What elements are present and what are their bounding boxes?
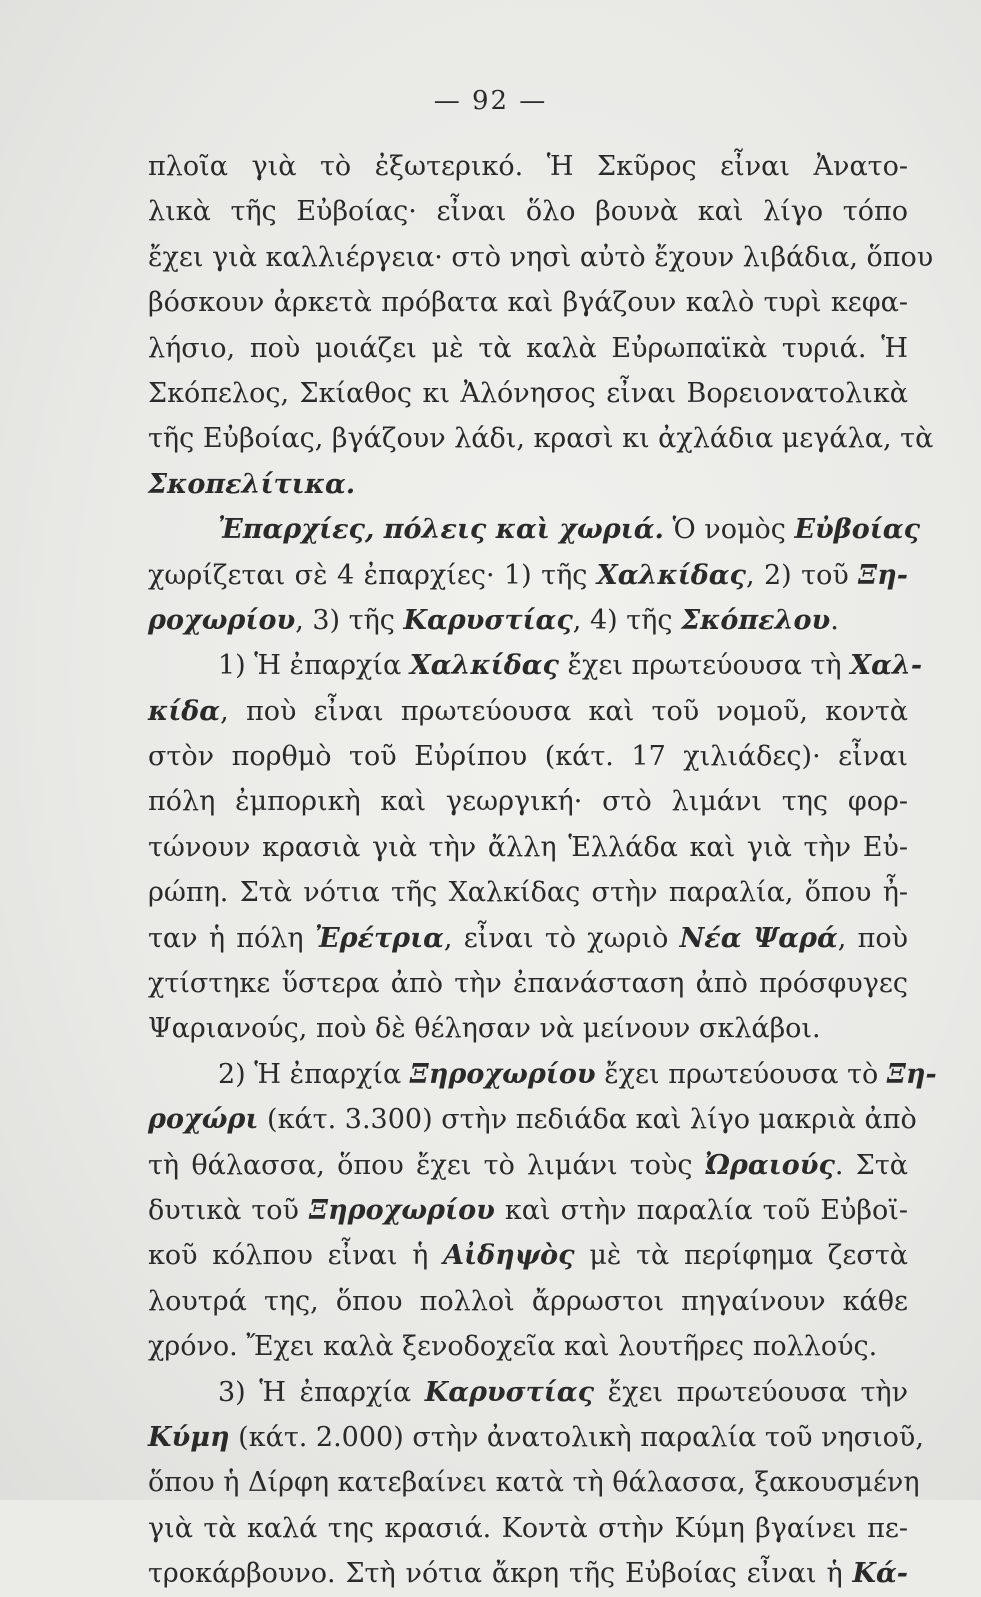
emphasized-text: Χαλ-: [850, 650, 923, 682]
line-text: 1) Ἡ ἐπαρχία: [218, 650, 410, 682]
line-text: ἔχει πρωτεύουσα τὴν: [594, 1376, 908, 1408]
emphasized-text: Νέα Ψαρά: [679, 922, 838, 954]
text-line: [148, 825, 908, 870]
line-text: . Στὰ: [834, 1149, 908, 1181]
line-text: ὅπου ἡ Δίρφη κατεβαίνει κατὰ τὴ θάλασσα, ξακουσμένη: [148, 1467, 920, 1499]
line-text: τώνουν κρασιὰ γιὰ τὴν ἄλλη Ἑλλάδα καὶ γιὰ τὴν Εὐ-: [148, 831, 908, 863]
line-text: Ὁ νομὸς: [663, 514, 795, 546]
emphasized-text: Ὠραιούς: [704, 1149, 835, 1181]
line-text: ἔχει πρωτεύουσα τὸ: [595, 1058, 887, 1090]
line-text: τῆς Εὐβοίας, βγάζουν λάδι, κρασὶ κι ἀχλάδια μεγάλα, τὰ: [148, 423, 934, 455]
line-text: βόσκουν ἀρκετὰ πρόβατα καὶ βγάζουν καλὸ τυρὶ κεφα-: [148, 287, 908, 319]
emphasized-text: Κύμη: [148, 1421, 230, 1453]
emphasized-text: Καρυστίας: [424, 1376, 595, 1408]
emphasized-text: Ἐπαρχίες, πόλεις καὶ χωριά.: [218, 514, 664, 546]
text-line: [148, 1143, 908, 1188]
text-line: [148, 961, 908, 1006]
emphasized-text: Καρυστίας: [403, 604, 573, 636]
line-text: πλοῖα γιὰ τὸ ἐξωτερικό. Ἡ Σκῦρος εἶναι Ἀνατο-: [148, 151, 908, 182]
text-line: [148, 553, 908, 598]
line-text: πόλη ἐμπορικὴ καὶ γεωργική· στὸ λιμάνι της φορ-: [148, 786, 908, 818]
line-text: χτίστηκε ὕστερα ἀπὸ τὴν ἐπανάσταση ἀπὸ πρόσφυγες: [148, 968, 908, 1000]
emphasized-text: Ξηροχωρίου: [309, 1194, 495, 1226]
line-text: ταν ἡ πόλη: [148, 922, 315, 954]
line-text: Ψαριανούς, ποὺ δὲ θέλησαν νὰ μείνουν σκλάβοι.: [148, 1013, 821, 1045]
text-line: [148, 1006, 908, 1051]
line-text: χρόνο. Ἔχει καλὰ ξενοδοχεῖα καὶ λουτῆρες πολλούς.: [148, 1331, 878, 1363]
line-text: (κάτ. 2.000) στὴν ἀνατολικὴ παραλία τοῦ νησιοῦ,: [229, 1421, 924, 1453]
emphasized-text: Χαλκίδας: [596, 559, 746, 591]
text-line: [148, 779, 908, 824]
text-line: [148, 462, 908, 507]
text-line: [148, 1233, 908, 1278]
line-text: (κάτ. 3.300) στὴν πεδιάδα καὶ λίγο μακριὰ ἀπὸ: [258, 1104, 917, 1136]
emphasized-text: Κά-: [852, 1558, 908, 1590]
text-line: [148, 734, 908, 779]
text-line: [148, 1370, 908, 1415]
page-number: — 92 —: [433, 86, 548, 116]
line-text: , εἶναι τὸ χωριὸ: [443, 922, 680, 954]
line-text: χωρίζεται σὲ 4 ἐπαρχίες· 1) τῆς: [148, 559, 597, 591]
text-line: [148, 507, 921, 552]
emphasized-text: Ξη-: [886, 1058, 937, 1090]
emphasized-text: Σκόπελου: [681, 604, 831, 636]
emphasized-text: ροχωρίου: [148, 604, 296, 636]
line-text: , 2) τοῦ: [745, 559, 859, 591]
text-line: [148, 189, 908, 234]
text-line: [148, 1551, 908, 1596]
text-line: [148, 326, 908, 371]
emphasized-text: ροχώρι: [148, 1104, 259, 1136]
line-text: , ποὺ: [837, 922, 908, 954]
text-line: [148, 916, 908, 961]
body-text: [148, 144, 937, 1597]
text-line: [148, 1097, 917, 1142]
line-text: ἔχει πρωτεύουσα τὴ: [558, 650, 851, 682]
line-text: , 3) τῆς: [295, 604, 404, 636]
line-text: ἔχει γιὰ καλλιέργεια· στὸ νησὶ αὐτὸ ἔχουν λιβάδια, ὅπου: [148, 241, 934, 273]
line-text: λήσιο, ποὺ μοιάζει μὲ τὰ καλὰ Εὐρωπαϊκὰ τυριά. Ἡ: [148, 332, 908, 364]
line-text: 2) Ἡ ἐπαρχία: [218, 1058, 410, 1090]
line-text: .: [830, 604, 839, 636]
line-text: λουτρά της, ὅπου πολλοὶ ἄρρωστοι πηγαίνουν κάθε: [148, 1285, 908, 1317]
line-text: Σκόπελος, Σκίαθος κι Ἀλόνησος εἶναι Βορειονατολικὰ: [148, 377, 908, 409]
emphasized-text: Χαλκίδας: [409, 650, 559, 682]
text-line: [148, 643, 923, 688]
text-line: [148, 689, 908, 734]
text-line: [148, 280, 908, 325]
line-text: 3) Ἡ ἐπαρχία: [218, 1376, 425, 1408]
line-text: στὸν πορθμὸ τοῦ Εὐρίπου (κάτ. 17 χιλιάδες)· εἶναι: [148, 741, 908, 773]
line-text: λικὰ τῆς Εὐβοίας· εἶναι ὅλο βουνὰ καὶ λίγο τόπο: [148, 196, 908, 228]
line-text: τροκάρβουνο. Στὴ νότια ἄκρη τῆς Εὐβοίας εἶναι ἡ: [148, 1558, 853, 1590]
text-line: [148, 870, 908, 915]
text-line: [148, 1415, 924, 1460]
emphasized-text: Εὐβοίας: [794, 514, 921, 546]
line-text: , 4) τῆς: [572, 604, 682, 636]
line-text: κοῦ κόλπου εἶναι ἡ: [148, 1240, 444, 1272]
line-text: γιὰ τὰ καλά της κρασιά. Κοντὰ στὴν Κύμη βγαίνει πε-: [148, 1512, 908, 1544]
emphasized-text: Ξηροχωρίου: [409, 1058, 596, 1090]
text-line: [148, 1188, 908, 1233]
text-line: [148, 1279, 908, 1324]
text-line: [148, 598, 908, 643]
emphasized-text: κίδα: [148, 695, 221, 727]
line-text: δυτικὰ τοῦ: [148, 1194, 309, 1226]
text-line: [148, 235, 934, 280]
text-line: [148, 371, 908, 416]
text-line: [148, 1460, 920, 1505]
line-text: μὲ τὰ περίφημα ζεστὰ: [574, 1240, 909, 1272]
emphasized-text: Σκοπελίτικα.: [148, 468, 356, 500]
line-text: τὴ θάλασσα, ὅπου ἔχει τὸ λιμάνι τοὺς: [148, 1149, 705, 1181]
text-line: [148, 1506, 908, 1551]
text-line: [148, 144, 908, 189]
line-text: , ποὺ εἶναι πρωτεύουσα καὶ τοῦ νομοῦ, κοντὰ: [220, 695, 908, 727]
line-text: καὶ στὴν παραλία τοῦ Εὐβοϊ-: [494, 1194, 908, 1226]
text-line: [148, 1324, 908, 1369]
text-line: [148, 1052, 937, 1097]
line-text: ρώπη. Στὰ νότια τῆς Χαλκίδας στὴν παραλία, ὅπου ἦ-: [148, 877, 908, 909]
emphasized-text: Αἰδηψὸς: [443, 1240, 575, 1272]
text-line: [148, 416, 934, 461]
emphasized-text: Ξη-: [858, 559, 909, 591]
emphasized-text: Ἐρέτρια: [314, 922, 444, 954]
